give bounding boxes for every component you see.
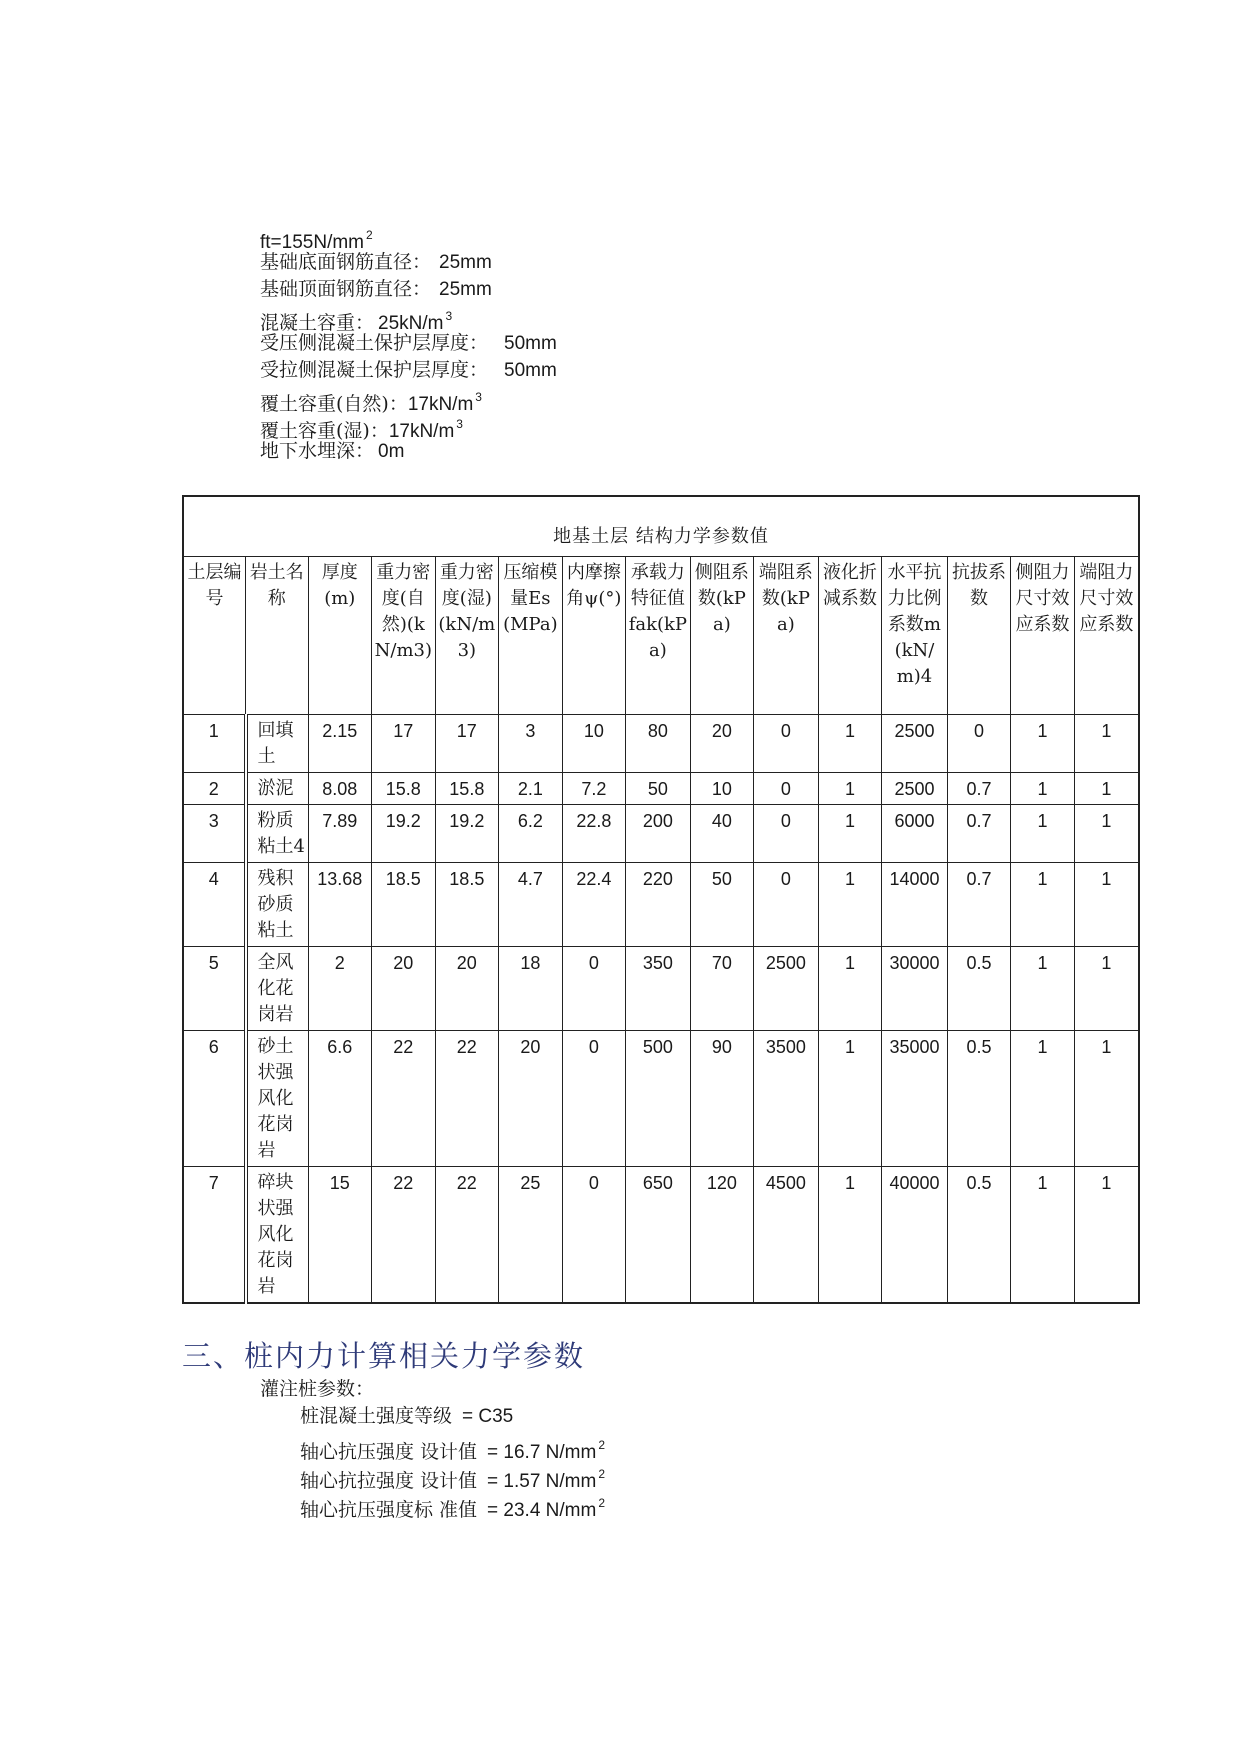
table-cell: 22 [435,1167,499,1304]
table-cell: 2.15 [308,715,372,773]
table-cell: 19.2 [372,805,436,863]
table-cell: 70 [690,947,754,1031]
soil-name-cell: 淤泥 [246,773,309,805]
table-cell: 6000 [882,805,948,863]
table-cell: 6 [183,1031,246,1167]
soil-name-cell: 粉质粘土4 [246,805,309,863]
table-cell: 10 [562,715,626,773]
table-cell: 1 [818,863,882,947]
table-cell: 20 [690,715,754,773]
table-cell: 22 [372,1167,436,1304]
table-cell: 1 [1074,947,1139,1031]
table-cell: 22.4 [562,863,626,947]
table-cell: 14000 [882,863,948,947]
table-row [183,1031,1139,1167]
table-cell: 1 [1074,1031,1139,1167]
soil-name-cell: 残积砂质粘土 [246,863,309,947]
table-cell: 10 [690,773,754,805]
table-cell: 15.8 [435,773,499,805]
table-cell: 1 [818,1031,882,1167]
param-line: 覆土容重(湿)：17kN/m $^3$ [260,417,463,442]
table-cell: 22 [372,1031,436,1167]
table-cell: 220 [626,863,691,947]
parameter-list [260,222,557,465]
table-cell: 0.5 [947,1167,1011,1304]
table-cell: 35000 [882,1031,948,1167]
table-cell: 1 [818,773,882,805]
pile-param-line: 轴心抗压强度 设计值 = 16.7 N/mm $^2$ [300,1438,606,1463]
header-cell: 岩土名称 [246,557,309,715]
table-cell: 13.68 [308,863,372,947]
header-cell: 端阻系数(kPa) [754,557,819,715]
table-cell: 0.7 [947,773,1011,805]
table-cell: 90 [690,1031,754,1167]
table-row [183,1167,1139,1304]
header-cell: 端阻力尺寸效应系数 [1074,557,1139,715]
soil-name-cell: 回填土 [246,715,309,773]
table-cell: 0 [562,947,626,1031]
table-cell: 4 [183,863,246,947]
table-cell: 1 [818,947,882,1031]
header-cell: 抗拔系数 [947,557,1011,715]
table-cell: 1 [1011,863,1075,947]
table-cell: 22 [435,1031,499,1167]
table-row [183,947,1139,1031]
param-line: 地下水埋深： 0m [260,440,405,462]
table-cell: 17 [435,715,499,773]
table-cell: 350 [626,947,691,1031]
table-caption: 地基土层 结构力学参数值 [183,496,1139,557]
table-cell: 1 [1074,805,1139,863]
soil-name-cell: 全风化花岗岩 [246,947,309,1031]
header-cell: 侧阻系数(kPa) [690,557,754,715]
table-cell: 1 [1011,773,1075,805]
soil-name-cell: 碎块状强风化花岗岩 [246,1167,309,1304]
table-body [183,715,1139,1304]
header-cell: 内摩擦角ψ(°) [562,557,626,715]
table-cell: 1 [1011,805,1075,863]
table-cell: 25 [499,1167,563,1304]
table-cell: 2500 [754,947,819,1031]
header-cell: 承载力特征值fak(kPa) [626,557,691,715]
table-cell: 19.2 [435,805,499,863]
table-row [183,863,1139,947]
header-cell: 液化折减系数 [818,557,882,715]
table-cell: 0 [562,1167,626,1304]
table-cell: 7.2 [562,773,626,805]
table-cell: 50 [626,773,691,805]
soil-name-cell: 砂土状强风化花岗岩 [246,1031,309,1167]
header-cell: 厚度(m) [308,557,372,715]
table-cell: 1 [1074,715,1139,773]
header-cell: 土层编号 [183,557,246,715]
table-cell: 50 [690,863,754,947]
table-cell: 0 [754,715,819,773]
param-line: 混凝土容重： 25kN/m $^3$ [260,309,453,334]
table-cell: 1 [1011,947,1075,1031]
table-cell: 500 [626,1031,691,1167]
table-cell: 40 [690,805,754,863]
table-row [183,805,1139,863]
table-cell: 22.8 [562,805,626,863]
table-cell: 1 [818,805,882,863]
table-cell: 0 [754,773,819,805]
table-cell: 18.5 [435,863,499,947]
table-cell: 3 [183,805,246,863]
table-cell: 1 [1011,1167,1075,1304]
table-cell: 80 [626,715,691,773]
soil-layer-table [182,495,1140,1304]
table-cell: 1 [1011,715,1075,773]
table-cell: 0 [947,715,1011,773]
table-cell: 2500 [882,715,948,773]
table-cell: 0.7 [947,863,1011,947]
table-cell: 120 [690,1167,754,1304]
table-cell: 4.7 [499,863,563,947]
table-cell: 6.6 [308,1031,372,1167]
table-cell: 0 [562,1031,626,1167]
table-cell: 0.5 [947,1031,1011,1167]
table-row [183,715,1139,773]
table-cell: 1 [183,715,246,773]
table-cell: 7.89 [308,805,372,863]
table-cell: 1 [1074,1167,1139,1304]
table-cell: 0.7 [947,805,1011,863]
table-cell: 3 [499,715,563,773]
table-cell: 1 [1074,773,1139,805]
table-cell: 0.5 [947,947,1011,1031]
table-cell: 18.5 [372,863,436,947]
table-cell: 0 [754,863,819,947]
table-cell: 2.1 [499,773,563,805]
table-cell: 0 [754,805,819,863]
table-cell: 18 [499,947,563,1031]
table-cell: 17 [372,715,436,773]
table-header-row [183,557,1139,715]
param-line: 覆土容重(自然)：17kN/m $^3$ [260,390,482,415]
table-cell: 40000 [882,1167,948,1304]
table-row [183,773,1139,805]
header-cell: 水平抗力比例系数m(kN/m)4 [882,557,948,715]
section-heading: 三、桩内力计算相关力学参数 [182,1339,586,1373]
table-cell: 15.8 [372,773,436,805]
table-cell: 6.2 [499,805,563,863]
table-cell: 7 [183,1167,246,1304]
table-cell: 650 [626,1167,691,1304]
table-cell: 5 [183,947,246,1031]
pile-param-line: 轴心抗拉强度 设计值 = 1.57 N/mm $^2$ [300,1467,606,1492]
table-cell: 8.08 [308,773,372,805]
table-cell: 1 [1011,1031,1075,1167]
table-cell: 1 [818,715,882,773]
section-subtitle: 灌注桩参数： [260,1378,375,1400]
header-cell: 重力密度(自然)(kN/m3) [372,557,436,715]
header-cell: 压缩模量Es(MPa) [499,557,563,715]
param-line: 基础底面钢筋直径： 25mm [260,251,492,273]
table-cell: 2 [308,947,372,1031]
pile-param-line: 轴心抗压强度标 准值 = 23.4 N/mm $^2$ [300,1496,606,1521]
param-line: 受压侧混凝土保护层厚度： 50mm [260,332,557,354]
table-cell: 20 [435,947,499,1031]
table-cell: 30000 [882,947,948,1031]
param-line: 受拉侧混凝土保护层厚度： 50mm [260,359,557,381]
table-cell: 2 [183,773,246,805]
pile-param-line: 桩混凝土强度等级 = C35 [300,1405,514,1427]
table-cell: 200 [626,805,691,863]
table-cell: 4500 [754,1167,819,1304]
param-line: 基础顶面钢筋直径： 25mm [260,278,492,300]
table-cell: 20 [372,947,436,1031]
table-cell: 1 [818,1167,882,1304]
param-line: ft=155N/mm $^2$ [260,228,373,253]
soil-layer-table-container [182,495,1140,1304]
header-cell: 侧阻力尺寸效应系数 [1011,557,1075,715]
table-cell: 2500 [882,773,948,805]
table-cell: 15 [308,1167,372,1304]
header-cell: 重力密度(湿)(kN/m3) [435,557,499,715]
table-cell: 20 [499,1031,563,1167]
table-cell: 3500 [754,1031,819,1167]
pile-parameter-list [300,1402,606,1521]
table-cell: 1 [1074,863,1139,947]
